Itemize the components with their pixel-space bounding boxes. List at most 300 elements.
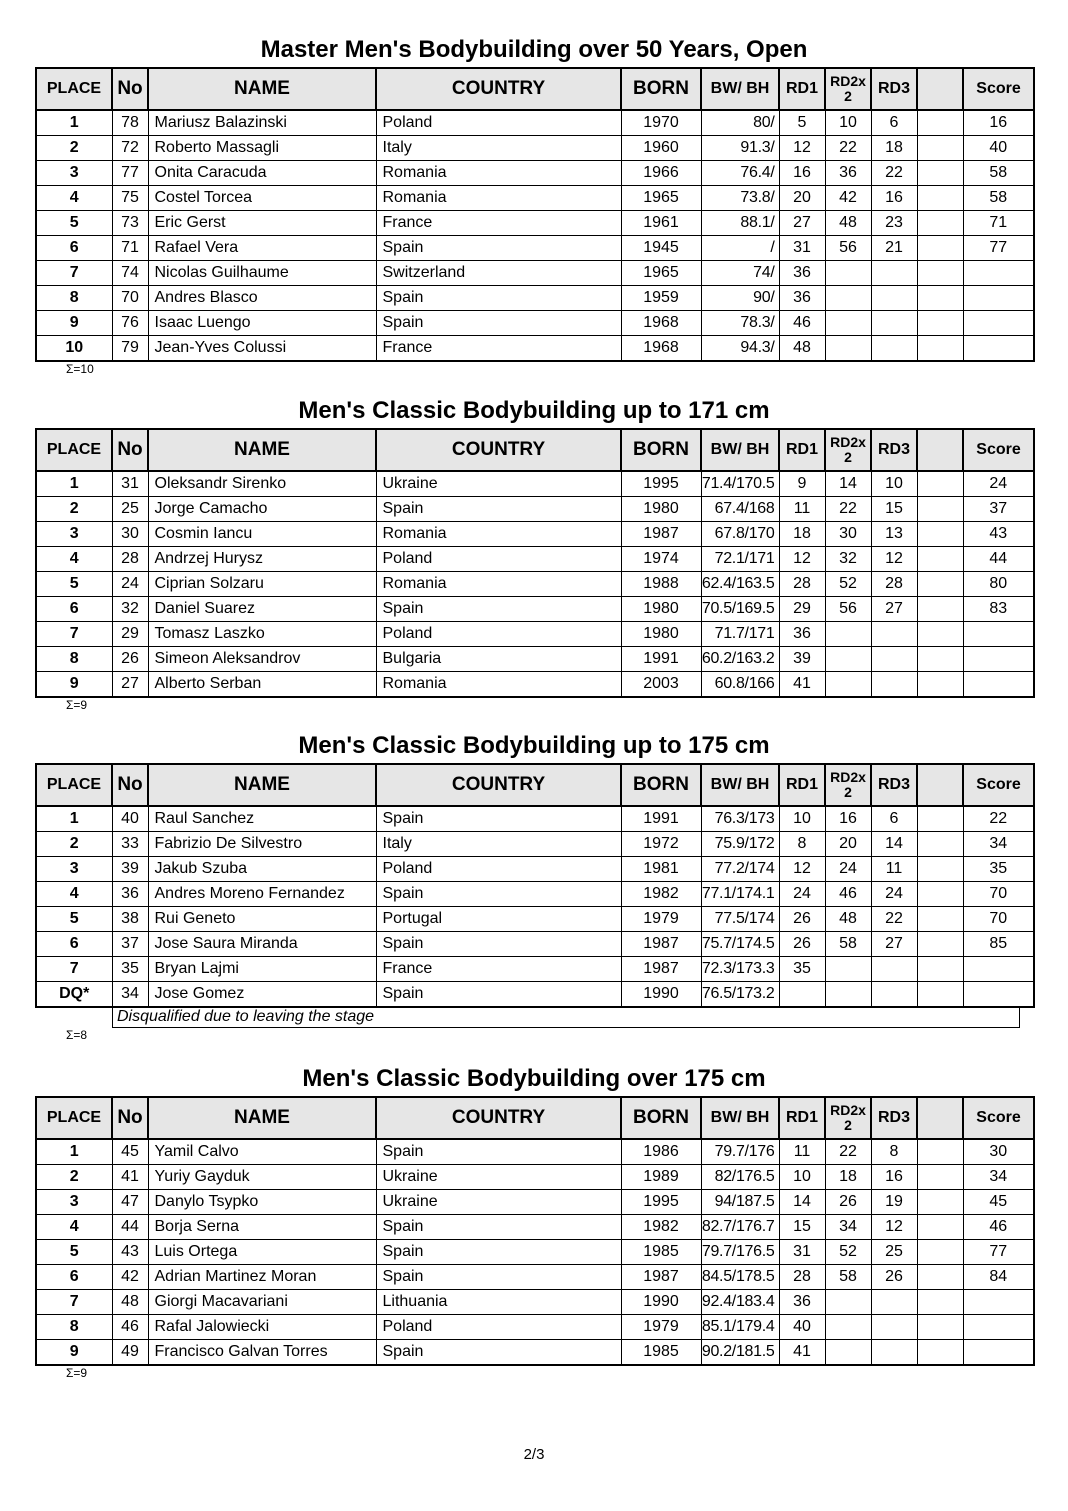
- bib-number-cell: 24: [112, 572, 148, 597]
- country-cell: Ukraine: [376, 1165, 621, 1190]
- header-country: COUNTRY: [376, 429, 621, 471]
- bw-bh-cell: 85.1/179.4: [701, 1315, 779, 1340]
- bw-bh-cell: 71.4/170.5: [701, 471, 779, 497]
- disqualification-note: Disqualified due to leaving the stage: [112, 1008, 1020, 1028]
- athlete-name-cell: Francisco Galvan Torres: [148, 1340, 376, 1366]
- country-cell: France: [376, 211, 621, 236]
- bw-bh-cell: 90.2/181.5: [701, 1340, 779, 1366]
- athlete-name-cell: Onita Caracuda: [148, 161, 376, 186]
- place-cell: 3: [36, 1190, 112, 1215]
- born-cell: 1974: [621, 547, 701, 572]
- athlete-name-cell: Borja Serna: [148, 1215, 376, 1240]
- born-cell: 1991: [621, 806, 701, 832]
- athlete-name-cell: Raul Sanchez: [148, 806, 376, 832]
- bib-number-cell: 73: [112, 211, 148, 236]
- table-row: [36, 806, 1034, 832]
- athlete-name-cell: Ciprian Solzaru: [148, 572, 376, 597]
- bw-bh-cell: 75.7/174.5: [701, 932, 779, 957]
- place-cell: 5: [36, 572, 112, 597]
- rd3-cell: [871, 1290, 917, 1315]
- score-cell: [963, 982, 1034, 1008]
- born-cell: 1987: [621, 932, 701, 957]
- rd2-cell: 52: [825, 572, 871, 597]
- rd3-cell: 27: [871, 597, 917, 622]
- table-row: [36, 932, 1034, 957]
- bib-number-cell: 41: [112, 1165, 148, 1190]
- country-cell: Romania: [376, 672, 621, 698]
- header-rd2-line2: 2: [844, 1117, 852, 1133]
- bib-number-cell: 40: [112, 806, 148, 832]
- bw-bh-cell: 80/: [701, 110, 779, 136]
- blank-cell: [917, 957, 963, 982]
- place-cell: 7: [36, 957, 112, 982]
- score-cell: 40: [963, 136, 1034, 161]
- rd3-cell: 22: [871, 161, 917, 186]
- rd2-cell: [825, 647, 871, 672]
- table-row: [36, 982, 1034, 1008]
- header-rd3: RD3: [871, 764, 917, 806]
- bw-bh-cell: 73.8/: [701, 186, 779, 211]
- born-cell: 1959: [621, 286, 701, 311]
- place-cell: 4: [36, 882, 112, 907]
- rd1-cell: 9: [779, 471, 825, 497]
- rd2-cell: [825, 672, 871, 698]
- rd2-cell: 48: [825, 907, 871, 932]
- table-row: [36, 286, 1034, 311]
- country-cell: Bulgaria: [376, 647, 621, 672]
- bw-bh-cell: 79.7/176.5: [701, 1240, 779, 1265]
- rd2-cell: [825, 336, 871, 362]
- place-cell: 1: [36, 110, 112, 136]
- score-cell: 70: [963, 907, 1034, 932]
- place-cell: 2: [36, 497, 112, 522]
- bw-bh-cell: 79.7/176: [701, 1139, 779, 1165]
- athlete-name-cell: Danylo Tsypko: [148, 1190, 376, 1215]
- born-cell: 1968: [621, 311, 701, 336]
- header-country: COUNTRY: [376, 68, 621, 110]
- bw-bh-cell: 82.7/176.7: [701, 1215, 779, 1240]
- athlete-name-cell: Isaac Luengo: [148, 311, 376, 336]
- country-cell: Italy: [376, 832, 621, 857]
- born-cell: 1989: [621, 1165, 701, 1190]
- score-cell: [963, 286, 1034, 311]
- score-cell: 85: [963, 932, 1034, 957]
- header-score: Score: [963, 764, 1034, 806]
- rd3-cell: 26: [871, 1265, 917, 1290]
- rd1-cell: 31: [779, 236, 825, 261]
- bib-number-cell: 31: [112, 471, 148, 497]
- bib-number-cell: 38: [112, 907, 148, 932]
- bw-bh-cell: 77.1/174.1: [701, 882, 779, 907]
- header-born: BORN: [621, 68, 701, 110]
- country-cell: Poland: [376, 622, 621, 647]
- country-cell: Lithuania: [376, 1290, 621, 1315]
- place-cell: 7: [36, 261, 112, 286]
- bw-bh-cell: /: [701, 236, 779, 261]
- blank-cell: [917, 1139, 963, 1165]
- table-row: [36, 336, 1034, 362]
- rd3-cell: 16: [871, 186, 917, 211]
- score-cell: 70: [963, 882, 1034, 907]
- section-title: Men's Classic Bodybuilding over 175 cm: [302, 1065, 766, 1092]
- rd1-cell: 11: [779, 497, 825, 522]
- rd3-cell: 22: [871, 907, 917, 932]
- athlete-name-cell: Jose Saura Miranda: [148, 932, 376, 957]
- table-row: [36, 882, 1034, 907]
- header-name: NAME: [148, 68, 376, 110]
- athlete-name-cell: Andrzej Hurysz: [148, 547, 376, 572]
- blank-cell: [917, 857, 963, 882]
- rd1-cell: 10: [779, 806, 825, 832]
- header-rd1: RD1: [779, 1097, 825, 1139]
- rd3-cell: 11: [871, 857, 917, 882]
- place-cell: 9: [36, 311, 112, 336]
- header-rd2-line1: RD2x: [830, 73, 866, 89]
- bib-number-cell: 47: [112, 1190, 148, 1215]
- header-name: NAME: [148, 764, 376, 806]
- rd1-cell: 14: [779, 1190, 825, 1215]
- born-cell: 1966: [621, 161, 701, 186]
- place-cell: 10: [36, 336, 112, 362]
- athlete-name-cell: Roberto Massagli: [148, 136, 376, 161]
- rd1-cell: 36: [779, 261, 825, 286]
- rd2-cell: [825, 1315, 871, 1340]
- bib-number-cell: 49: [112, 1340, 148, 1366]
- rd2-cell: 14: [825, 471, 871, 497]
- rd1-cell: 28: [779, 1265, 825, 1290]
- table-row: [36, 497, 1034, 522]
- born-cell: 1982: [621, 882, 701, 907]
- bib-number-cell: 71: [112, 236, 148, 261]
- bw-bh-cell: 92.4/183.4: [701, 1290, 779, 1315]
- header-rd2-line2: 2: [844, 449, 852, 465]
- place-cell: 9: [36, 672, 112, 698]
- header-place: PLACE: [36, 764, 112, 806]
- bib-number-cell: 25: [112, 497, 148, 522]
- table-row: [36, 597, 1034, 622]
- rd2-cell: 10: [825, 110, 871, 136]
- blank-cell: [917, 806, 963, 832]
- country-cell: Spain: [376, 1139, 621, 1165]
- header-rd2x2: [825, 429, 871, 471]
- place-cell: 4: [36, 1215, 112, 1240]
- rd3-cell: 25: [871, 1240, 917, 1265]
- table-row: [36, 136, 1034, 161]
- blank-cell: [917, 471, 963, 497]
- rd1-cell: 36: [779, 622, 825, 647]
- blank-cell: [917, 1215, 963, 1240]
- header-place: PLACE: [36, 1097, 112, 1139]
- rd1-cell: 12: [779, 136, 825, 161]
- rd3-cell: 18: [871, 136, 917, 161]
- blank-cell: [917, 497, 963, 522]
- score-cell: 84: [963, 1265, 1034, 1290]
- bib-number-cell: 74: [112, 261, 148, 286]
- bib-number-cell: 35: [112, 957, 148, 982]
- table-row: [36, 1265, 1034, 1290]
- rd1-cell: 26: [779, 932, 825, 957]
- page-number: 2/3: [523, 1446, 545, 1463]
- header-bw-bh: BW/ BH: [701, 68, 779, 110]
- bw-bh-cell: 70.5/169.5: [701, 597, 779, 622]
- rd2-cell: 22: [825, 1139, 871, 1165]
- rd3-cell: [871, 261, 917, 286]
- rd3-cell: 16: [871, 1165, 917, 1190]
- country-cell: Spain: [376, 1265, 621, 1290]
- rd3-cell: [871, 647, 917, 672]
- header-blank: [917, 764, 963, 806]
- place-cell: 7: [36, 622, 112, 647]
- score-cell: [963, 647, 1034, 672]
- score-cell: 34: [963, 832, 1034, 857]
- blank-cell: [917, 336, 963, 362]
- header-rd3: RD3: [871, 1097, 917, 1139]
- section-title: Men's Classic Bodybuilding up to 175 cm: [298, 732, 770, 759]
- blank-cell: [917, 1165, 963, 1190]
- bib-number-cell: 46: [112, 1315, 148, 1340]
- bib-number-cell: 78: [112, 110, 148, 136]
- blank-cell: [917, 1315, 963, 1340]
- header-place: PLACE: [36, 429, 112, 471]
- rd1-cell: 27: [779, 211, 825, 236]
- athlete-name-cell: Yuriy Gayduk: [148, 1165, 376, 1190]
- bw-bh-cell: 94/187.5: [701, 1190, 779, 1215]
- table-row: [36, 1215, 1034, 1240]
- rd1-cell: 31: [779, 1240, 825, 1265]
- rd1-cell: 39: [779, 647, 825, 672]
- born-cell: 1995: [621, 1190, 701, 1215]
- blank-cell: [917, 522, 963, 547]
- bib-number-cell: 29: [112, 622, 148, 647]
- athlete-count: Σ=10: [66, 362, 94, 376]
- score-cell: [963, 1340, 1034, 1366]
- bib-number-cell: 75: [112, 186, 148, 211]
- blank-cell: [917, 547, 963, 572]
- country-cell: Spain: [376, 882, 621, 907]
- athlete-name-cell: Adrian Martinez Moran: [148, 1265, 376, 1290]
- section-classic-up-to-175: [35, 729, 1033, 1046]
- header-rd2-line1: RD2x: [830, 434, 866, 450]
- bw-bh-cell: 76.4/: [701, 161, 779, 186]
- bw-bh-cell: 60.2/163.2: [701, 647, 779, 672]
- header-rd2x2: [825, 68, 871, 110]
- header-rd1: RD1: [779, 429, 825, 471]
- rd1-cell: 36: [779, 286, 825, 311]
- country-cell: France: [376, 957, 621, 982]
- rd2-cell: 48: [825, 211, 871, 236]
- score-cell: [963, 1290, 1034, 1315]
- born-cell: 1972: [621, 832, 701, 857]
- born-cell: 1987: [621, 1265, 701, 1290]
- score-cell: 45: [963, 1190, 1034, 1215]
- table-row: [36, 1315, 1034, 1340]
- rd2-cell: 34: [825, 1215, 871, 1240]
- athlete-name-cell: Eric Gerst: [148, 211, 376, 236]
- blank-cell: [917, 311, 963, 336]
- rd2-cell: [825, 957, 871, 982]
- header-rd1: RD1: [779, 764, 825, 806]
- rd1-cell: 40: [779, 1315, 825, 1340]
- rd2-cell: 24: [825, 857, 871, 882]
- rd2-cell: 30: [825, 522, 871, 547]
- place-cell: 9: [36, 1340, 112, 1366]
- rd2-cell: 20: [825, 832, 871, 857]
- bib-number-cell: 43: [112, 1240, 148, 1265]
- bib-number-cell: 72: [112, 136, 148, 161]
- place-cell: 5: [36, 1240, 112, 1265]
- rd2-cell: 58: [825, 932, 871, 957]
- athlete-count: Σ=9: [66, 1366, 88, 1380]
- results-table: [35, 67, 1035, 362]
- header-born: BORN: [621, 1097, 701, 1139]
- born-cell: 1982: [621, 1215, 701, 1240]
- bib-number-cell: 70: [112, 286, 148, 311]
- rd1-cell: 48: [779, 336, 825, 362]
- rd1-cell: 24: [779, 882, 825, 907]
- born-cell: 1988: [621, 572, 701, 597]
- bib-number-cell: 27: [112, 672, 148, 698]
- rd3-cell: [871, 286, 917, 311]
- athlete-name-cell: Costel Torcea: [148, 186, 376, 211]
- country-cell: Spain: [376, 1240, 621, 1265]
- bw-bh-cell: 72.3/173.3: [701, 957, 779, 982]
- bw-bh-cell: 72.1/171: [701, 547, 779, 572]
- athlete-name-cell: Oleksandr Sirenko: [148, 471, 376, 497]
- bib-number-cell: 28: [112, 547, 148, 572]
- rd1-cell: 41: [779, 1340, 825, 1366]
- blank-cell: [917, 647, 963, 672]
- table-row: [36, 236, 1034, 261]
- blank-cell: [917, 211, 963, 236]
- rd3-cell: 8: [871, 1139, 917, 1165]
- rd1-cell: 15: [779, 1215, 825, 1240]
- bw-bh-cell: 94.3/: [701, 336, 779, 362]
- score-cell: 37: [963, 497, 1034, 522]
- country-cell: Spain: [376, 932, 621, 957]
- born-cell: 1981: [621, 857, 701, 882]
- rd1-cell: 18: [779, 522, 825, 547]
- header-bw-bh: BW/ BH: [701, 764, 779, 806]
- bib-number-cell: 26: [112, 647, 148, 672]
- rd1-cell: 28: [779, 572, 825, 597]
- header-blank: [917, 1097, 963, 1139]
- score-cell: 71: [963, 211, 1034, 236]
- rd3-cell: [871, 622, 917, 647]
- blank-cell: [917, 1340, 963, 1366]
- athlete-name-cell: Rafal Jalowiecki: [148, 1315, 376, 1340]
- bib-number-cell: 42: [112, 1265, 148, 1290]
- born-cell: 1985: [621, 1340, 701, 1366]
- rd1-cell: 26: [779, 907, 825, 932]
- rd2-cell: 22: [825, 136, 871, 161]
- score-cell: 43: [963, 522, 1034, 547]
- rd2-cell: 58: [825, 1265, 871, 1290]
- athlete-name-cell: Andres Moreno Fernandez: [148, 882, 376, 907]
- rd1-cell: 41: [779, 672, 825, 698]
- rd2-cell: 42: [825, 186, 871, 211]
- score-cell: [963, 336, 1034, 362]
- athlete-name-cell: Yamil Calvo: [148, 1139, 376, 1165]
- rd3-cell: 23: [871, 211, 917, 236]
- athlete-name-cell: Nicolas Guilhaume: [148, 261, 376, 286]
- country-cell: Spain: [376, 286, 621, 311]
- table-row: [36, 161, 1034, 186]
- blank-cell: [917, 672, 963, 698]
- country-cell: Romania: [376, 186, 621, 211]
- table-row: [36, 471, 1034, 497]
- rd3-cell: 15: [871, 497, 917, 522]
- country-cell: Spain: [376, 982, 621, 1008]
- born-cell: 1945: [621, 236, 701, 261]
- rd3-cell: [871, 1340, 917, 1366]
- rd3-cell: 24: [871, 882, 917, 907]
- athlete-name-cell: Tomasz Laszko: [148, 622, 376, 647]
- bw-bh-cell: 76.3/173: [701, 806, 779, 832]
- rd2-cell: [825, 1340, 871, 1366]
- bw-bh-cell: 90/: [701, 286, 779, 311]
- header-score: Score: [963, 429, 1034, 471]
- results-table: [35, 428, 1035, 698]
- rd3-cell: 28: [871, 572, 917, 597]
- born-cell: 1987: [621, 957, 701, 982]
- header-score: Score: [963, 68, 1034, 110]
- header-no: No: [112, 764, 148, 806]
- rd1-cell: 16: [779, 161, 825, 186]
- rd1-cell: 35: [779, 957, 825, 982]
- born-cell: 1961: [621, 211, 701, 236]
- bib-number-cell: 45: [112, 1139, 148, 1165]
- rd1-cell: 11: [779, 1139, 825, 1165]
- bib-number-cell: 32: [112, 597, 148, 622]
- rd2-cell: [825, 286, 871, 311]
- table-row: [36, 211, 1034, 236]
- header-blank: [917, 429, 963, 471]
- bw-bh-cell: 91.3/: [701, 136, 779, 161]
- section-classic-over-175: [35, 1062, 1033, 1384]
- bw-bh-cell: 74/: [701, 261, 779, 286]
- place-cell: 4: [36, 186, 112, 211]
- header-country: COUNTRY: [376, 1097, 621, 1139]
- score-cell: 35: [963, 857, 1034, 882]
- bw-bh-cell: 84.5/178.5: [701, 1265, 779, 1290]
- score-cell: 24: [963, 471, 1034, 497]
- blank-cell: [917, 1265, 963, 1290]
- athlete-name-cell: Bryan Lajmi: [148, 957, 376, 982]
- table-row: [36, 957, 1034, 982]
- header-country: COUNTRY: [376, 764, 621, 806]
- rd1-cell: 36: [779, 1290, 825, 1315]
- blank-cell: [917, 882, 963, 907]
- section-title: Master Men's Bodybuilding over 50 Years, Open: [260, 36, 808, 63]
- table-row: [36, 1340, 1034, 1366]
- header-rd2-line2: 2: [844, 88, 852, 104]
- born-cell: 1995: [621, 471, 701, 497]
- country-cell: Ukraine: [376, 471, 621, 497]
- country-cell: Spain: [376, 236, 621, 261]
- place-cell: 8: [36, 1315, 112, 1340]
- blank-cell: [917, 136, 963, 161]
- blank-cell: [917, 622, 963, 647]
- born-cell: 1965: [621, 261, 701, 286]
- athlete-name-cell: Fabrizio De Silvestro: [148, 832, 376, 857]
- country-cell: Portugal: [376, 907, 621, 932]
- bw-bh-cell: 77.2/174: [701, 857, 779, 882]
- place-cell: 3: [36, 161, 112, 186]
- blank-cell: [917, 597, 963, 622]
- born-cell: 1990: [621, 1290, 701, 1315]
- header-born: BORN: [621, 764, 701, 806]
- athlete-name-cell: Daniel Suarez: [148, 597, 376, 622]
